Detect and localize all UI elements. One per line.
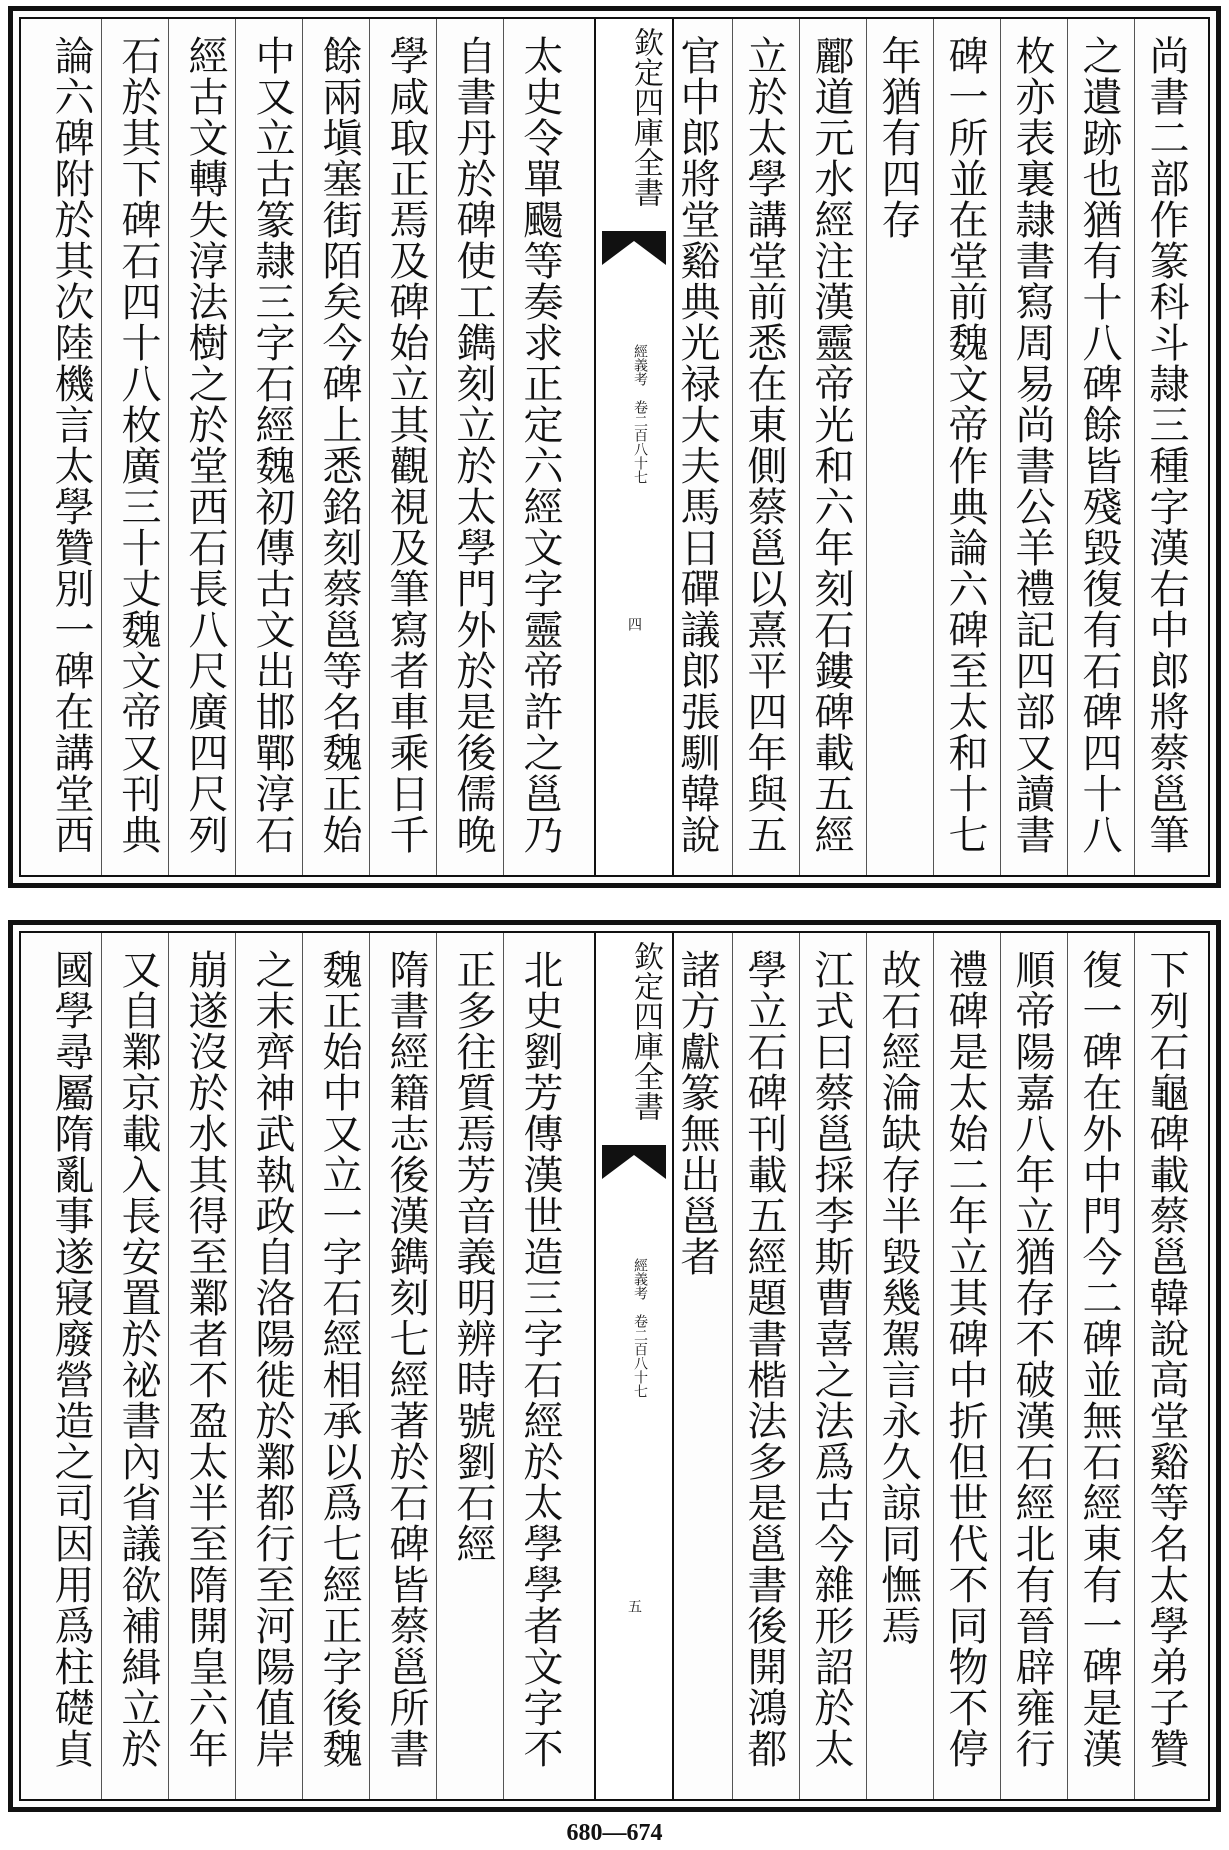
text-column: 中又立古篆隷三字石經魏初傳古文出邯鄲淳石	[249, 35, 295, 855]
text-column: 隋書經籍志後漢鐫刻七經著於石碑皆蔡邕所書	[383, 949, 429, 1769]
text-column: 枚亦表裏隷書寫周易尚書公羊禮記四部又讀書	[1009, 35, 1055, 855]
text-column: 酈道元水經注漢靈帝光和六年刻石鏤碑載五經	[808, 35, 854, 855]
text-column: 故石經淪缺存半毀幾駕言永久諒同憮焉	[875, 949, 921, 1646]
text-column: 之遺跡也猶有十八碑餘皆殘毀復有石碑四十八	[1076, 35, 1122, 855]
text-column: 官中郎將堂谿典光禄大夫馬日磾議郎張馴韓說	[674, 35, 720, 855]
text-column: 自書丹於碑使工鐫刻立於太學門外於是後儒晚	[450, 35, 496, 855]
text-column: 學咸取正焉及碑始立其觀視及筆寫者車乘日千	[383, 35, 429, 855]
gutter-title: 欽定四庫全書	[628, 27, 663, 207]
fish-tail-mark-icon	[602, 1145, 666, 1179]
page-number: 五	[626, 1599, 642, 1613]
text-column: 國學尋屬隋亂事遂寢廢營造之司因用爲柱礎貞	[48, 949, 94, 1769]
page-number: 四	[626, 617, 642, 631]
text-column: 立於太學講堂前悉在東側蔡邕以熹平四年與五	[741, 35, 787, 855]
text-column: 石於其下碑石四十八枚廣三十丈魏文帝又刊典	[115, 35, 161, 855]
text-column: 年猶有四存	[875, 35, 921, 240]
text-column: 太史令單颺等奏求正定六經文字靈帝許之邕乃	[517, 35, 563, 855]
text-column: 禮碑是太始二年立其碑中折但世代不同物不停	[942, 949, 988, 1769]
text-column: 下列石龜碑載蔡邕韓說高堂谿等名太學弟子贊	[1143, 949, 1189, 1769]
text-column: 崩遂沒於水其得至鄴者不盈太半至隋開皇六年	[182, 949, 228, 1769]
text-column: 經古文轉失淳法樹之於堂西石長八尺廣四尺列	[182, 35, 228, 855]
fish-tail-mark-icon	[602, 231, 666, 265]
text-column: 論六碑附於其次陸機言太學贊別一碑在講堂西	[48, 35, 94, 855]
scan-page-number: 680—674	[566, 1820, 663, 1846]
text-column: 學立石碑刊載五經題書楷法多是邕書後開鴻都	[741, 949, 787, 1769]
top-page-frame	[19, 17, 1210, 877]
gutter-title: 欽定四庫全書	[628, 941, 663, 1121]
text-column: 之末齊神武執政自洛陽徙於鄴都行至河陽值岸	[249, 949, 295, 1769]
bottom-page-frame	[19, 931, 1210, 1801]
bottom-page-panel	[8, 920, 1221, 1812]
gutter-book-title: 經義考 卷二百八十七	[632, 1258, 648, 1398]
text-column: 魏正始中又立一字石經相承以爲七經正字後魏	[316, 949, 362, 1769]
text-column: 尚書二部作篆科斗隷三種字漢右中郎將蔡邕筆	[1143, 35, 1189, 855]
text-column: 餘兩塡塞街陌矣今碑上悉銘刻蔡邕等名魏正始	[316, 35, 362, 855]
text-column: 北史劉芳傳漢世造三字石經於太學學者文字不	[517, 949, 563, 1769]
top-page-panel	[8, 6, 1221, 888]
text-column: 諸方獻篆無出邕者	[674, 949, 720, 1277]
text-column: 復一碑在外中門今二碑並無石經東有一碑是漢	[1076, 949, 1122, 1769]
text-column: 順帝陽嘉八年立猶存不破漢石經北有晉辟雍行	[1009, 949, 1055, 1769]
gutter-book-title: 經義考 卷二百八十七	[632, 344, 648, 484]
text-column: 正多往質焉芳音義明辨時號劉石經	[450, 949, 496, 1564]
center-gutter	[594, 933, 674, 1799]
text-column: 江式曰蔡邕採李斯曹喜之法爲古今雜形詔於太	[808, 949, 854, 1769]
text-column: 碑一所並在堂前魏文帝作典論六碑至太和十七	[942, 35, 988, 855]
text-column: 又自鄴京載入長安置於祕書內省議欲補緝立於	[115, 949, 161, 1769]
center-gutter	[594, 19, 674, 875]
